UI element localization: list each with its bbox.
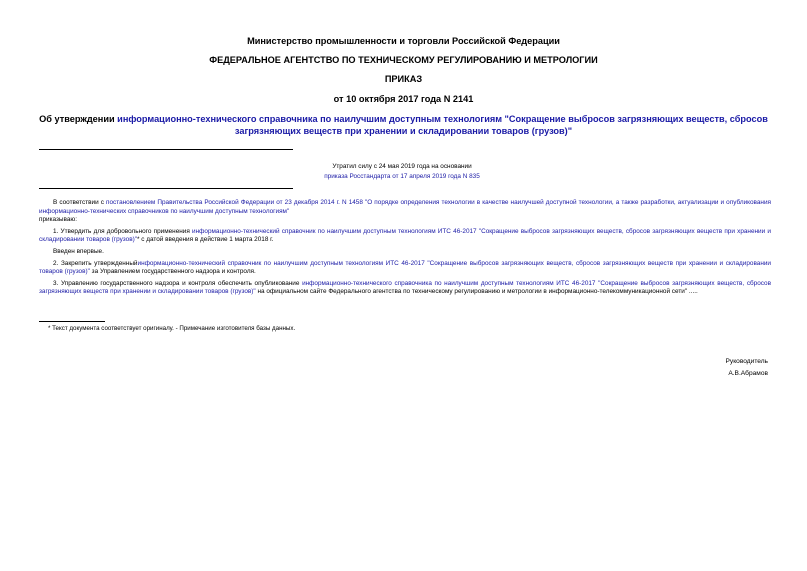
handbook-link-1[interactable]: информационно-технический справочник по наилучшим доступным технологиям ИТС 46-2017 "Сокращение выбросов загрязняющих веществ, сбросов загрязняющих веществ при хранении и складировании товаров (грузов)" [39, 227, 771, 244]
footnote-divider [39, 321, 105, 322]
divider-bottom [39, 188, 293, 189]
agency-name: ФЕДЕРАЛЬНОЕ АГЕНТСТВО ПО ТЕХНИЧЕСКОМУ РЕГУЛИРОВАНИЮ И МЕТРОЛОГИИ [209, 55, 598, 65]
footnote: * Текст документа соответствует оригиналу. - Примечание изготовителя базы данных. [48, 325, 296, 332]
paragraph-item-2: 2. Закрепить утвержденныйинформационно-технический справочник по наилучшим доступным технологиям ИТС 46-2017 "Сокращение выбросов загрязняющих веществ, сбросов загрязняющих веществ при хранении и складировании товаров (грузов)" за Управлением государственного надзора и контроля. [39, 259, 771, 276]
handbook-link-3[interactable]: информационно-технического справочника по наилучшим доступным технологиям ИТС 46-2017 "Сокращение выбросов загрязняющих веществ, сбросов загрязняющих веществ при хранении и складировании товаров (грузов)" [39, 279, 771, 296]
title-link[interactable]: информационно-технического справочника по наилучшим доступным технологиям "Сокращение выбросов загрязняющих веществ, сбросов загрязняющих веществ при хранении и складировании товаров (грузов)" [117, 114, 768, 136]
document-title [30, 113, 777, 137]
signature-block [726, 356, 768, 380]
signature-name: А.В.Абрамов [728, 370, 768, 377]
handbook-link-2[interactable]: информационно-технический справочник по наилучшим доступным технологиям ИТС 46-2017 "Сокращение выбросов загрязняющих веществ, сбросов загрязняющих веществ при хранении и складировании товаров (грузов)" [39, 259, 771, 276]
paragraph-introduced: Введен впервые. [53, 247, 104, 255]
divider-top [39, 149, 293, 150]
document-body [39, 199, 771, 297]
document-type: ПРИКАЗ [384, 74, 423, 84]
status-link[interactable]: приказа Росстандарта от 17 апреля 2019 года N 835 [324, 173, 480, 180]
paragraph-preamble: В соответствии с постановлением Правительства Российской Федерации от 23 декабря 2014 г. N 1458 "О порядке определения технологии в качестве наилучшей доступной технологии, а также разработки, актуализации и опубликования информационно-технических справочников по наилучшим доступным технологиям" [39, 199, 771, 215]
title-prefix: Об утверждении [39, 114, 118, 124]
document-date-number: от 10 октября 2017 года N 2141 [333, 94, 474, 104]
ministry-name: Министерство промышленности и торговли Российской Федерации [247, 36, 560, 46]
signature-role: Руководитель [725, 358, 768, 365]
paragraph-item-3: 3. Управлению государственного надзора и контроля обеспечить опубликование информационно-технического справочника по наилучшим доступным технологиям ИТС 46-2017 "Сокращение выбросов загрязняющих веществ, сбросов загрязняющих веществ при хранении и складировании товаров (грузов)" на официальном сайте Федерального агентства по техническому регулированию и метрологии в информационно-телекоммуникационной сети" ..... [39, 279, 771, 296]
decree-link[interactable]: постановлением Правительства Российской Федерации от 23 декабря 2014 г. N 1458 "О порядке определения технологии в качестве наилучшей доступной технологии, а также разработки, актуализации и опубликования информационно-технических справочников по наилучшим доступным технологиям" [39, 199, 771, 215]
status-line: Утратил силу с 24 мая 2019 года на основании [332, 163, 472, 170]
paragraph-item-1: 1. Утвердить для добровольного применения информационно-технический справочник по наилучшим доступным технологиям ИТС 46-2017 "Сокращение выбросов загрязняющих веществ, сбросов загрязняющих веществ при хранении и складировании товаров (грузов)"* с датой введения в действие 1 марта 2018 г. [39, 227, 771, 244]
paragraph-order: приказываю: [39, 216, 77, 224]
